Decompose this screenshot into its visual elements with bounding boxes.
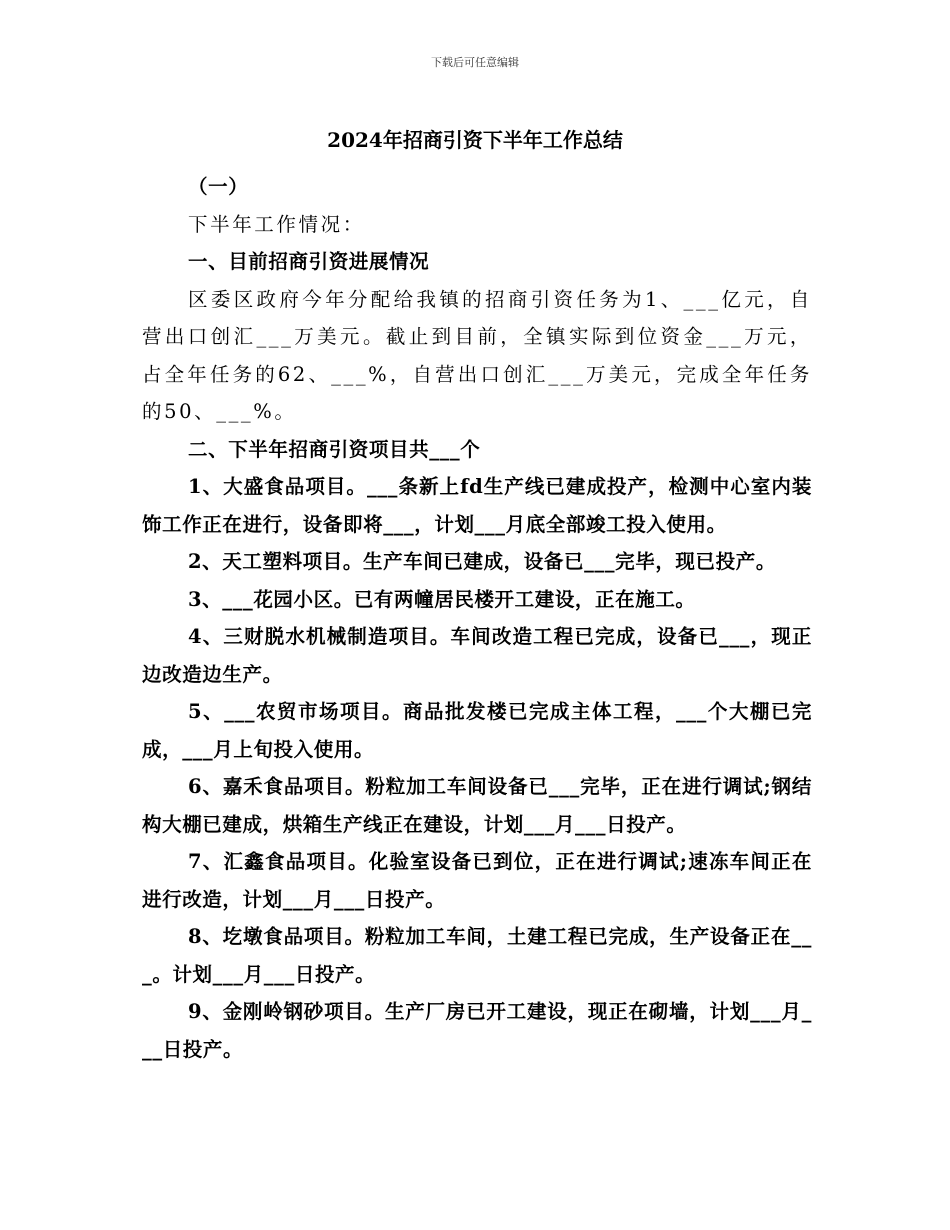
project-item: 7、汇鑫食品项目。化验室设备已到位，正在进行调试;速冻车间正在进行改造，计划___月___日投产。 (142, 850, 812, 911)
project-item: 5、___农贸市场项目。商品批发楼已完成主体工程，___个大棚已完成，___月上旬投入使用。 (142, 700, 812, 761)
project-item: 6、嘉禾食品项目。粉粒加工车间设备已___完毕，正在进行调试;钢结构大棚已建成，烘箱生产线正在建设，计划___月___日投产。 (142, 775, 812, 836)
section-label: （一） (188, 175, 249, 198)
page-header: 下载后可任意编辑 (431, 56, 519, 69)
section-heading: 一、目前招商引资进展情况 (188, 250, 430, 273)
document-title: 2024年招商引资下半年工作总结 (327, 128, 623, 152)
project-item: 9、金刚岭钢砂项目。生产厂房已开工建设，现正在砌墙，计划___月___日投产。 (142, 1000, 812, 1061)
subheading: 下半年工作情况： (188, 212, 365, 236)
document-body (142, 168, 812, 1068)
project-item: 3、___花园小区。已有两幢居民楼开工建设，正在施工。 (188, 587, 696, 611)
project-item: 2、天工塑料项目。生产车间已建成，设备已___完毕，现已投产。 (188, 550, 776, 573)
section-heading: 二、下半年招商引资项目共___个 (188, 437, 481, 461)
body-paragraph: 区委区政府今年分配给我镇的招商引资任务为1、___亿元，自营出口创汇___万美元。截止到目前，全镇实际到位资金___万元，占全年任务的62、___%，自营出口创汇___万美元，完成全年任务的50、___%。 (142, 287, 812, 423)
project-item: 1、大盛食品项目。___条新上fd生产线已建成投产，检测中心室内装饰工作正在进行，设备即将___，计划___月底全部竣工投入使用。 (142, 475, 812, 536)
project-item: 4、三财脱水机械制造项目。车间改造工程已完成，设备已___，现正边改造边生产。 (142, 625, 812, 686)
project-item: 8、圪墩食品项目。粉粒加工车间，土建工程已完成，生产设备正在___。计划___月___日投产。 (142, 925, 812, 986)
